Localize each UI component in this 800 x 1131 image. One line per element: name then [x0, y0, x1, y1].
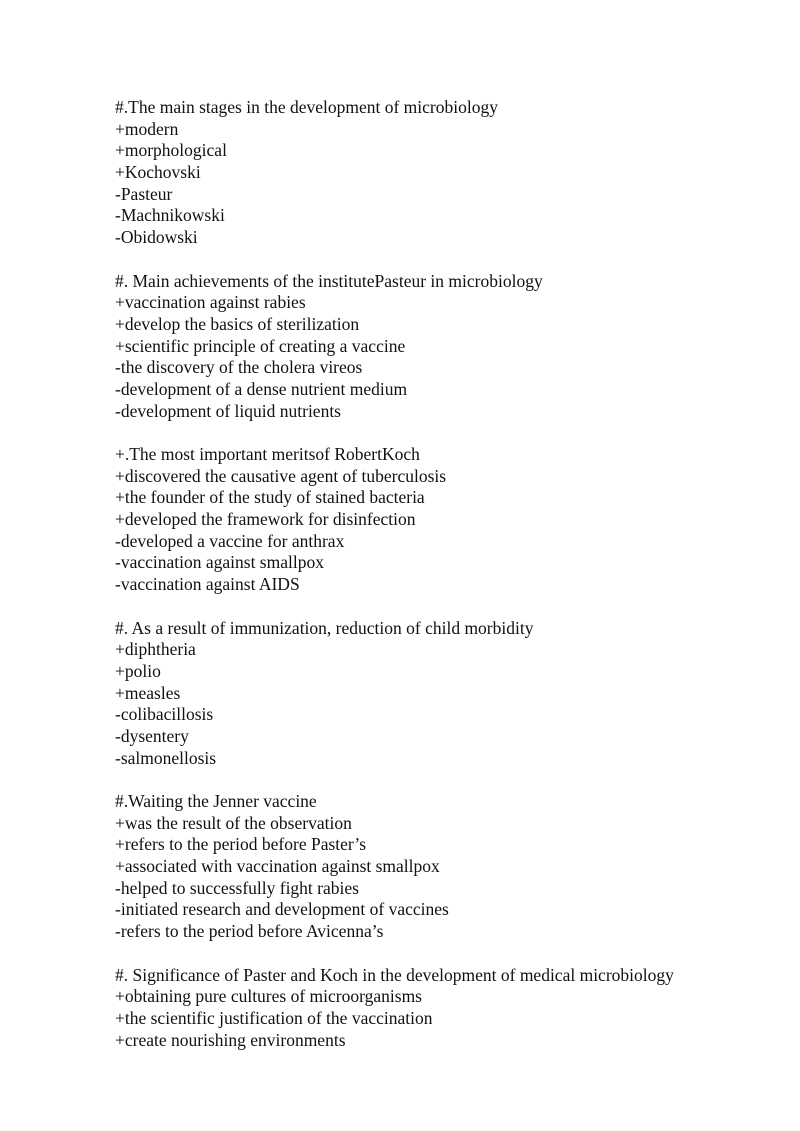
answer-option: -developed a vaccine for anthrax [115, 530, 345, 551]
answer-option: -development of a dense nutrient medium [115, 378, 408, 399]
question-heading: #. Main achievements of the institutePasteur in microbiology [115, 270, 543, 291]
answer-option: +was the result of the observation [115, 812, 352, 833]
answer-option: +scientific principle of creating a vaccine [115, 335, 406, 356]
answer-option: -Machnikowski [115, 205, 225, 226]
answer-option: +measles [115, 682, 181, 703]
answer-option: -vaccination against smallpox [115, 552, 324, 573]
question-block-significance [115, 965, 775, 1052]
answer-option: +developed the framework for disinfection [115, 509, 416, 530]
answer-option: -dysentery [115, 725, 189, 746]
answer-option: +obtaining pure cultures of microorganisms [115, 986, 422, 1007]
question-block-jenner [115, 791, 775, 943]
document-page [115, 97, 775, 1073]
question-block-pasteur [115, 271, 775, 423]
answer-option: -the discovery of the cholera vireos [115, 357, 363, 378]
question-heading: #.The main stages in the development of microbiology [115, 97, 498, 117]
question-block-immunization [115, 618, 775, 770]
question-heading: #. As a result of immunization, reduction of child morbidity [115, 617, 534, 638]
answer-option: +diphtheria [115, 639, 196, 660]
answer-option: +Kochovski [115, 162, 201, 183]
question-heading: #.Waiting the Jenner vaccine [115, 791, 317, 811]
question-block-koch [115, 444, 775, 596]
answer-option: -salmonellosis [115, 747, 217, 768]
answer-option: -helped to successfully fight rabies [115, 877, 359, 898]
answer-option: +modern [115, 118, 179, 139]
answer-option: -initiated research and development of vaccines [115, 899, 449, 920]
answer-option: +develop the basics of sterilization [115, 313, 360, 334]
answer-option: -vaccination against AIDS [115, 574, 300, 595]
answer-option: -colibacillosis [115, 704, 214, 725]
answer-option: +polio [115, 660, 161, 681]
answer-option: -Pasteur [115, 183, 173, 204]
answer-option: +refers to the period before Paster’s [115, 834, 367, 855]
answer-option: +create nourishing environments [115, 1029, 346, 1050]
answer-option: +vaccination against rabies [115, 292, 306, 313]
answer-option: -refers to the period before Avicenna’s [115, 921, 384, 942]
answer-option: +the scientific justification of the vaccination [115, 1007, 433, 1028]
answer-option: -Obidowski [115, 227, 198, 248]
answer-option: +the founder of the study of stained bacteria [115, 487, 425, 508]
answer-option: -development of liquid nutrients [115, 400, 341, 421]
answer-option: +discovered the causative agent of tuberculosis [115, 465, 447, 486]
question-heading: +.The most important meritsof RobertKoch [115, 444, 420, 464]
answer-option: +associated with vaccination against smallpox [115, 856, 440, 877]
question-heading: #. Significance of Paster and Koch in the development of medical microbiology [115, 964, 674, 985]
question-block-stages [115, 97, 775, 249]
answer-option: +morphological [115, 140, 227, 161]
